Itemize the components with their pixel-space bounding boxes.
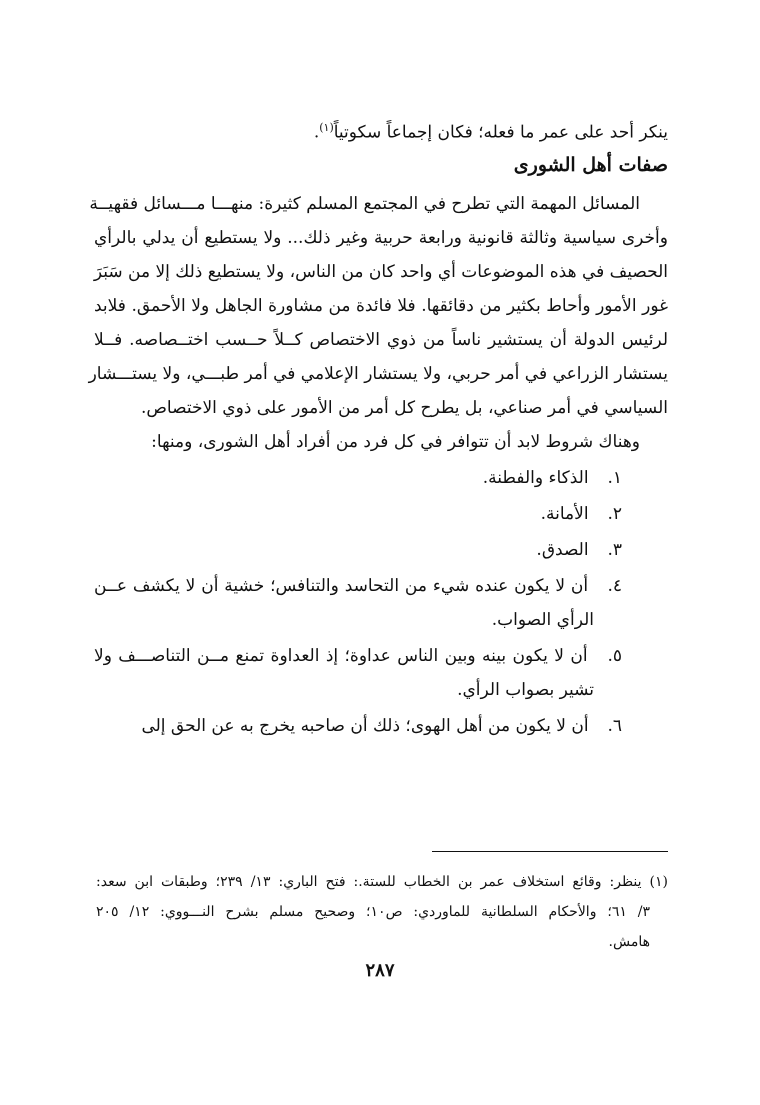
conditions-intro: وهناك شروط لابد أن تتوافر في كل فرد من أفراد أهل الشورى، ومنها: [151, 432, 640, 452]
item-text: الذكاء والفطنة. [482, 468, 589, 488]
item-number: ١. [607, 468, 622, 488]
opening-end: . [313, 122, 320, 143]
paragraph-line: السياسي في أمر صناعي، بل يطرح كل أمر من الأمور على ذوي الاختصاص. [140, 398, 668, 418]
item-number: ٤. [607, 576, 622, 596]
opening-line [314, 116, 668, 144]
footnote-line: (١) ينظر: وقائع استخلاف عمر بن الخطاب للستة.: فتح الباري: ١٣/ ٢٣٩؛ وطبقات ابن سعد: [96, 874, 669, 890]
item-text: أن لا يكون من أهل الهوى؛ ذلك أن صاحبه يخرج به عن الحق إلى [141, 716, 589, 736]
paragraph-line: غور الأمور وأحاط بكثير من دقائقها. فلا فائدة من مشاورة الجاهل ولا الأحمق. فلابد [94, 296, 668, 316]
item-text: أن لا يكون بينه وبين الناس عداوة؛ إذ العداوة تمنع مــن التناصـــف ولا [94, 646, 588, 666]
item-number: ٢. [607, 504, 622, 524]
list-item [483, 466, 622, 494]
item-number: ٥. [607, 646, 623, 666]
list-item [94, 644, 622, 672]
paragraph-line: لرئيس الدولة أن يستشير ناساً من ذوي الاختصاص كــلاً حــسب اختــصاصه. فــلا [94, 330, 668, 350]
list-item [541, 502, 622, 530]
opening-text: ينكر أحد على عمر ما فعله؛ فكان إجماعاً سكوتياً [333, 122, 668, 143]
paragraph-line: المسائل المهمة التي تطرح في المجتمع المسلم كثيرة: منهـــا مـــسائل فقهيــة [89, 194, 640, 214]
list-item [536, 538, 622, 566]
footnote-separator [432, 851, 668, 852]
paragraph-line: يستشار الزراعي في أمر حربي، ولا يستشار الإعلامي في أمر طبـــي، ولا يستـــشار [88, 364, 668, 384]
list-item-continuation: تشير بصواب الرأي. [457, 680, 594, 700]
paragraph-line: الحصيف في هذه الموضوعات أي واحد كان من الناس، ولا يستطيع ذلك إلا من سَبَرَ [93, 262, 668, 282]
list-item [141, 714, 622, 742]
paragraph-line: وأخرى سياسية وثالثة قانونية ورابعة حربية وغير ذلك... ولا يستطيع أن يدلي بالرأي [94, 228, 668, 248]
item-number: ٦. [607, 716, 622, 736]
item-text: الصدق. [536, 540, 589, 560]
item-number: ٣. [607, 540, 622, 560]
list-item-continuation: الرأي الصواب. [491, 610, 594, 630]
footnote-line: هامش. [608, 934, 650, 950]
item-text: الأمانة. [540, 504, 589, 524]
item-text: أن لا يكون عنده شيء من التحاسد والتنافس؛ خشية أن لا يكشف عــن [94, 576, 589, 596]
page-number: ٢٨٧ [365, 960, 395, 981]
list-item [94, 574, 622, 602]
section-heading: صفات أهل الشورى [513, 154, 668, 176]
footnote-line: ٣/ ٦١؛ والأحكام السلطانية للماوردي: ص١٠؛ وصحيح مسلم بشرح النـــووي: ١٢/ ٢٠٥ [96, 904, 650, 920]
footnote-reference: (١) [319, 121, 334, 134]
